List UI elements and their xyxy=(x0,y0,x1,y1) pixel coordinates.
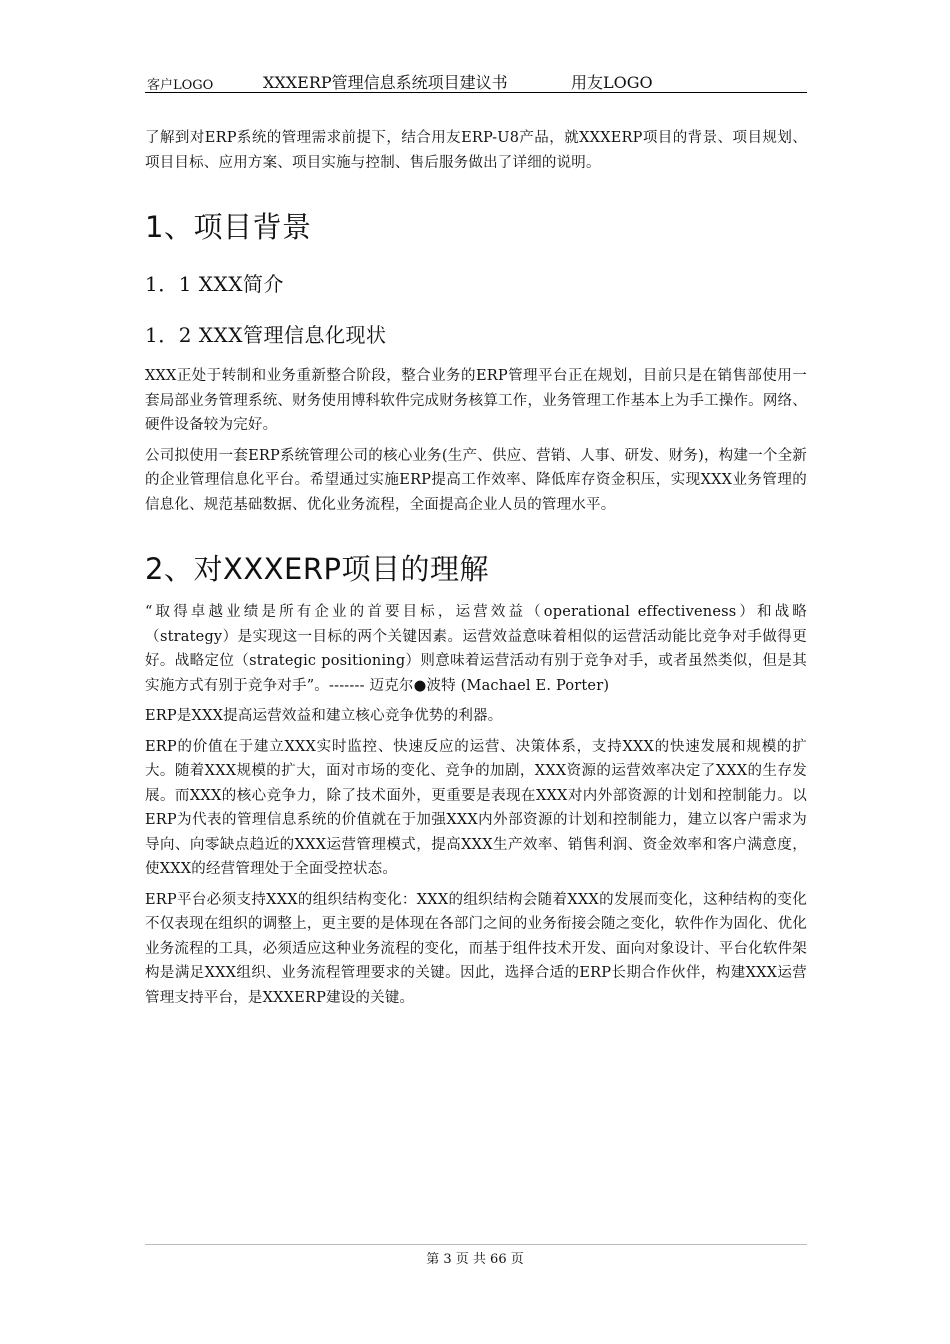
section-1-heading: 1、项目背景 xyxy=(145,210,312,244)
intro-paragraph: 了解到对ERP系统的管理需求前提下，结合用友ERP-U8产品，就XXXERP项目的背景、项目规划、项目目标、应用方案、项目实施与控制、售后服务做出了详细的说明。 xyxy=(145,130,807,171)
client-logo-text: 客户LOGO xyxy=(147,78,214,93)
page-number: 第 3 页 共 66 页 xyxy=(426,1252,524,1267)
page-body xyxy=(145,126,807,1010)
section-1-2-heading: 1．2 XXX管理信息化现状 xyxy=(145,323,387,347)
plan-paragraph: 公司拟使用一套ERP系统管理公司的核心业务(生产、供应、营销、人事、研发、财务)，构建一个全新的企业管理信息化平台。希望通过实施ERP提高工作效率、降低库存资金积压，实现XXX业务管理的信息化、规范基础数据、优化业务流程，全面提高企业人员的管理水平。 xyxy=(145,447,807,513)
erp-platform-paragraph: ERP平台必须支持XXX的组织结构变化：XXX的组织结构会随着XXX的发展而变化，这种结构的变化不仅表现在组织的调整上，更主要的是体现在各部门之间的业务衔接会随之变化，软件作为固化、优化业务流程的工具，必须适应这种业务流程的变化，而基于组件技术开发、面向对象设计、平台化软件架构是满足XXX组织、业务流程管理要求的关键。因此，选择合适的ERP长期合作伙伴，构建XXX运营管理支持平台，是XXXERP建设的关键。 xyxy=(145,891,807,1006)
erp-value-paragraph: ERP的价值在于建立XXX实时监控、快速反应的运营、决策体系，支持XXX的快速发展和规模的扩大。随着XXX规模的扩大，面对市场的变化、竞争的加剧，XXX资源的运营效率决定了XXX的生存发展。而XXX的核心竞争力，除了技术面外，更重要是表现在XXX对内外部资源的计划和控制能力。以ERP为代表的管理信息系统的价值就在于加强XXX内外部资源的计划和控制能力，建立以客户需求为导向、向零缺点趋近的XXX运营管理模式，提高XXX生产效率、销售利润、资金效率和客户满意度，使XXX的经营管理处于全面受控状态。 xyxy=(145,738,807,877)
vendor-logo-text: 用友LOGO xyxy=(571,73,653,92)
erp-tool-paragraph: ERP是XXX提高运营效益和建立核心竞争优势的利器。 xyxy=(145,708,503,724)
footer-divider xyxy=(145,1244,807,1245)
page-header xyxy=(145,70,807,93)
section-1-1-heading: 1．1 XXX简介 xyxy=(145,272,285,296)
section-2-heading: 2、对XXXERP项目的理解 xyxy=(145,552,490,586)
status-paragraph: XXX正处于转制和业务重新整合阶段，整合业务的ERP管理平台正在规划，目前只是在销售部使用一套局部业务管理系统、财务使用博科软件完成财务核算工作，业务管理工作基本上为手工操作。网络、硬件设备较为完好。 xyxy=(145,368,807,433)
porter-quote-paragraph: “取得卓越业绩是所有企业的首要目标，运营效益（operational effectiveness）和战略（strategy）是实现这一目标的两个关键因素。运营效益意味着相似的运营活动能比竞争对手做得更好。战略定位（strategic positioning）则意味着运营活动有别于竞争对手，或者虽然类似，但是其实施方式有别于竞争对手”。------- 迈克尔●波特 (Machael E. Porter) xyxy=(145,604,807,694)
document-title: XXXERP管理信息系统项目建议书 xyxy=(263,73,508,92)
